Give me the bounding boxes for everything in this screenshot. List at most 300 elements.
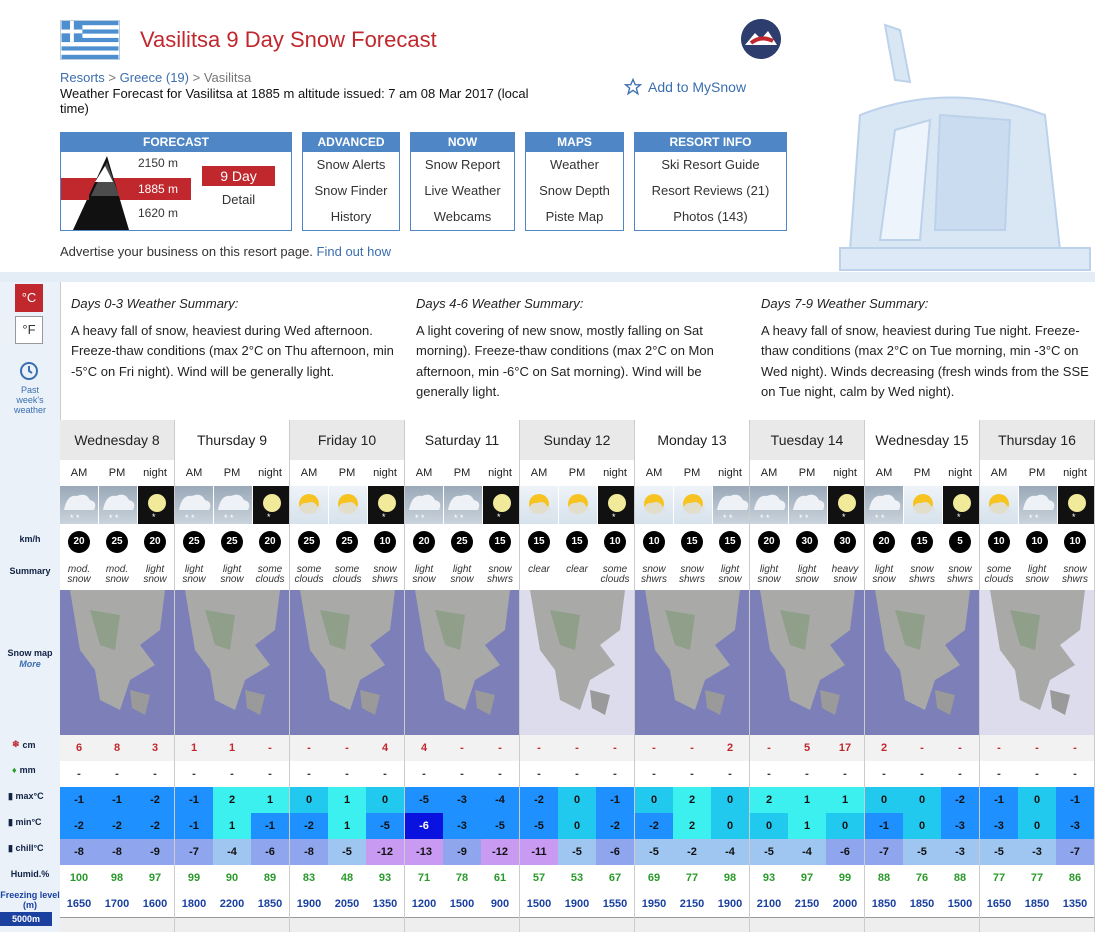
chill-cell: -12	[481, 839, 519, 865]
weather-cloud-icon	[99, 486, 138, 524]
detail-tab[interactable]: Detail	[221, 192, 256, 207]
advanced-heading: ADVANCED	[303, 133, 399, 152]
wind-speed-badge: 20	[413, 531, 435, 553]
rain-cell: -	[882, 768, 886, 780]
rain-cell: -	[77, 768, 81, 780]
max-label-wrap	[0, 791, 60, 802]
chill-cell: -3	[941, 839, 979, 865]
snow-map-image[interactable]	[865, 590, 979, 735]
summary-cell: light snow	[220, 564, 244, 585]
summary-cell: some clouds	[294, 564, 324, 585]
snow-map-image[interactable]	[635, 590, 749, 735]
snow-cell: -	[268, 742, 272, 754]
day-column	[405, 420, 520, 932]
humid-cell: 53	[570, 872, 584, 884]
humid-cell: 98	[723, 872, 737, 884]
freezing-level-chart	[865, 917, 979, 932]
min-cell: 0	[711, 813, 749, 839]
weather-cloud-icon	[1019, 486, 1058, 524]
kmh-label: km/h	[19, 534, 41, 544]
max-cell: 2	[750, 787, 788, 813]
live-weather-link[interactable]: Live Weather	[424, 183, 501, 198]
wind-speed-badge: 10	[1026, 531, 1048, 553]
day-column	[520, 420, 635, 932]
snow-cell: -	[958, 742, 962, 754]
snow-map-image[interactable]	[980, 590, 1094, 735]
breadcrumb-resorts[interactable]: Resorts	[60, 70, 105, 85]
svg-text:* *: * *	[760, 513, 770, 523]
snow-cell: 2	[880, 742, 888, 754]
now-heading: NOW	[411, 133, 514, 152]
humid-cell: 99	[187, 872, 201, 884]
rain-cell: -	[767, 768, 771, 780]
day-column	[60, 420, 175, 932]
summary-text: A light covering of new snow, mostly falling on Sat morning). Freeze-thaw conditions (max 2°C on Mon afternoon, min -6°C on Sat morning). Wind will be generally light.	[416, 322, 714, 399]
period-label: PM	[1028, 467, 1046, 479]
rain-cell: -	[728, 768, 732, 780]
freezing-level-chart	[750, 917, 864, 932]
freeze-cell: 1900	[296, 898, 322, 910]
max-cell: -2	[520, 787, 558, 813]
max-cell: -5	[405, 787, 443, 813]
snow-depth-link[interactable]: Snow Depth	[539, 183, 610, 198]
chill-cell: -2	[673, 839, 711, 865]
max-cell: 1	[826, 787, 864, 813]
rain-cell: -	[843, 768, 847, 780]
period-label: night	[718, 467, 742, 479]
snow-report-link[interactable]: Snow Report	[424, 157, 501, 172]
humid-cell: 88	[877, 872, 891, 884]
summary-cell: snow shwrs	[678, 564, 706, 585]
snow-cell: 17	[838, 742, 852, 754]
freeze-cell: 1350	[1062, 898, 1088, 910]
summary-label: Summary	[9, 566, 51, 576]
freeze-cell: 1500	[947, 898, 973, 910]
wind-speed-badge: 5	[949, 531, 971, 553]
weather-night-icon	[253, 486, 290, 524]
freeze-cell: 2200	[219, 898, 245, 910]
fahrenheit-toggle[interactable]: °F	[15, 316, 43, 344]
level-top[interactable]: 2150 m	[138, 156, 179, 170]
snow-cell: -	[537, 742, 541, 754]
issued-text: Weather Forecast for Vasilitsa at 1885 m altitude issued: 7 am 08 Mar 2017 (local time)	[60, 86, 529, 116]
weather-summaries	[60, 282, 1095, 420]
weather-night-icon	[483, 486, 520, 524]
wind-speed-badge: 20	[68, 531, 90, 553]
weather-cloud-icon	[865, 486, 904, 524]
freezing-level-chart	[520, 917, 634, 932]
forecast-grid	[60, 420, 1095, 932]
freezing-level-chart	[290, 917, 404, 932]
weather-sun-icon	[980, 486, 1019, 524]
celsius-toggle[interactable]: °C	[15, 284, 43, 312]
summary-days-4-6	[416, 294, 746, 403]
freeze-cell: 900	[490, 898, 510, 910]
humid-label: Humid.%	[10, 869, 50, 879]
chill-cell: -12	[366, 839, 404, 865]
min-cell: -1	[865, 813, 903, 839]
summary-text: A heavy fall of snow, heaviest during Wed afternoon. Freeze-thaw conditions (max 2°C on Thu afternoon, min -5°C on Fri night). Wind will be generally light.	[71, 322, 394, 379]
snow-map-image[interactable]	[520, 590, 634, 735]
day-name: Monday 13	[635, 420, 749, 460]
chill-cell: -5	[328, 839, 366, 865]
max-cell: 1	[328, 787, 366, 813]
rain-cell: -	[997, 768, 1001, 780]
snow-cell: -	[613, 742, 617, 754]
freeze-cell: 1650	[66, 898, 92, 910]
snow-cell: -	[1035, 742, 1039, 754]
add-mysnow-label: Add to MySnow	[648, 79, 747, 95]
snow-cell: 1	[228, 742, 236, 754]
humid-cell: 76	[915, 872, 929, 884]
chill-cell: -9	[443, 839, 481, 865]
snow-alerts-link[interactable]: Snow Alerts	[316, 157, 386, 172]
freeze-cell: 1850	[909, 898, 935, 910]
wind-speed-badge: 25	[451, 531, 473, 553]
freeze-cell: 1600	[142, 898, 168, 910]
svg-text:*: *	[382, 512, 386, 522]
snow-cell: -	[345, 742, 349, 754]
max-cell: -1	[980, 787, 1018, 813]
svg-text:*: *	[152, 512, 156, 522]
day-name: Wednesday 15	[865, 420, 979, 460]
weather-map-link[interactable]: Weather	[550, 157, 599, 172]
wind-speed-badge: 10	[1064, 531, 1086, 553]
max-cell: -1	[60, 787, 98, 813]
humid-cell: 100	[69, 872, 89, 884]
level-bottom[interactable]: 1620 m	[138, 206, 179, 220]
freeze-cell: 2150	[794, 898, 820, 910]
snow-cell: 3	[151, 742, 159, 754]
freeze-cell: 1900	[564, 898, 590, 910]
min-cell: -3	[443, 813, 481, 839]
day-name: Tuesday 14	[750, 420, 864, 460]
resort-info-box	[634, 132, 787, 231]
snow-cell: -	[498, 742, 502, 754]
resort-info-heading: RESORT INFO	[635, 133, 786, 152]
svg-text:*: *	[1072, 512, 1076, 522]
period-label: AM	[185, 467, 203, 479]
svg-text:* *: * *	[70, 513, 80, 523]
freezing-level-chart	[405, 917, 519, 932]
rain-cell: -	[652, 768, 656, 780]
breadcrumb-vasilitsa: Vasilitsa	[203, 70, 252, 85]
max-cell: 0	[903, 787, 941, 813]
chill-cell: -8	[60, 839, 98, 865]
chill-cell: -4	[788, 839, 826, 865]
weather-cloud-icon	[789, 486, 828, 524]
humid-cell: 90	[225, 872, 239, 884]
wind-speed-badge: 15	[719, 531, 741, 553]
max-cell: 0	[558, 787, 596, 813]
breadcrumb-greece[interactable]: Greece (19)	[119, 70, 189, 85]
svg-text:* *: * *	[723, 513, 733, 523]
chill-cell: -5	[635, 839, 673, 865]
humid-cell: 77	[685, 872, 699, 884]
weather-sun-icon	[674, 486, 713, 524]
wind-speed-badge: 15	[489, 531, 511, 553]
advert-text: Advertise your business on this resort page.	[60, 244, 313, 259]
snow-map-image[interactable]	[175, 590, 289, 735]
weather-cloud-icon	[405, 486, 444, 524]
snow-cell: -	[307, 742, 311, 754]
max-cell: -1	[1056, 787, 1094, 813]
chill-cell: -11	[520, 839, 558, 865]
forecast-box	[60, 132, 292, 231]
snowmap-more-link[interactable]: More	[19, 659, 41, 669]
period-label: night	[373, 467, 397, 479]
rain-cell: -	[383, 768, 387, 780]
min-cell: 0	[826, 813, 864, 839]
period-label: AM	[70, 467, 88, 479]
freeze-cell: 2150	[679, 898, 705, 910]
snow-cell: -	[652, 742, 656, 754]
svg-text:* *: * *	[454, 513, 464, 523]
min-cell: -1	[251, 813, 289, 839]
weather-sun-icon	[559, 486, 598, 524]
max-cell: -1	[175, 787, 213, 813]
snow-map-image[interactable]	[405, 590, 519, 735]
rain-cell: -	[268, 768, 272, 780]
max-cell: 2	[213, 787, 251, 813]
freeze-cell: 1650	[986, 898, 1012, 910]
max-cell: -2	[136, 787, 174, 813]
max-cell: 0	[290, 787, 328, 813]
min-cell: -2	[290, 813, 328, 839]
svg-text:* *: * *	[875, 513, 885, 523]
min-cell: 0	[903, 813, 941, 839]
humid-cell: 57	[532, 872, 546, 884]
humid-cell: 83	[302, 872, 316, 884]
weather-night-icon	[138, 486, 175, 524]
snow-cell: -	[575, 742, 579, 754]
weather-cloud-icon	[175, 486, 214, 524]
freezing-level-chart	[980, 917, 1094, 932]
min-cell: -5	[520, 813, 558, 839]
min-cell: -2	[136, 813, 174, 839]
humid-cell: 86	[1068, 872, 1082, 884]
summary-days-0-3	[71, 294, 401, 382]
period-label: night	[258, 467, 282, 479]
summary-cell: light snow	[450, 564, 474, 585]
day-column	[175, 420, 290, 932]
snowmap-label: Snow map	[7, 648, 53, 658]
max-cell: 0	[1018, 787, 1056, 813]
chill-cell: -5	[903, 839, 941, 865]
snow-cell: -	[460, 742, 464, 754]
period-label: night	[488, 467, 512, 479]
snowflake-icon: ❄	[12, 739, 20, 749]
humid-cell: 98	[110, 872, 124, 884]
max-cell: 0	[635, 787, 673, 813]
summary-cell: light snow	[182, 564, 206, 585]
rain-cell: -	[460, 768, 464, 780]
period-label: AM	[875, 467, 893, 479]
rain-cell: -	[958, 768, 962, 780]
level-mid[interactable]: 1885 m	[133, 178, 191, 200]
weather-cloud-icon	[60, 486, 99, 524]
freeze-cell: 1850	[871, 898, 897, 910]
summary-heading: Days 0-3 Weather Summary:	[71, 296, 239, 311]
freeze-cell: 1950	[641, 898, 667, 910]
min-cell: -3	[980, 813, 1018, 839]
period-label: night	[948, 467, 972, 479]
chill-cell: -5	[558, 839, 596, 865]
level-5000-label: 5000m	[0, 912, 52, 926]
humid-cell: 93	[762, 872, 776, 884]
snow-map-image[interactable]	[290, 590, 404, 735]
wind-speed-badge: 15	[566, 531, 588, 553]
day-name: Friday 10	[290, 420, 404, 460]
summary-cell: light snow	[718, 564, 742, 585]
summary-cell: snow shwrs	[640, 564, 668, 585]
clock-icon[interactable]	[19, 361, 39, 381]
rain-cell: -	[613, 768, 617, 780]
humid-cell: 93	[378, 872, 392, 884]
min-label-wrap	[0, 817, 60, 828]
day-name: Wednesday 8	[60, 420, 174, 460]
freeze-cell: 1350	[372, 898, 398, 910]
freeze-cell: 2000	[832, 898, 858, 910]
snow-cell: 8	[113, 742, 121, 754]
day-column	[635, 420, 750, 932]
wind-speed-badge: 15	[911, 531, 933, 553]
max-label: max°C	[15, 791, 44, 801]
weather-cloud-icon	[750, 486, 789, 524]
nine-day-tab[interactable]: 9 Day	[202, 166, 275, 186]
now-box	[410, 132, 515, 231]
humid-cell: 89	[263, 872, 277, 884]
humid-cell: 78	[455, 872, 469, 884]
find-out-how-link[interactable]: Find out how	[316, 244, 391, 259]
summary-cell: snow shwrs	[371, 564, 399, 585]
min-cell: 0	[558, 813, 596, 839]
snow-map-image[interactable]	[60, 590, 174, 735]
freeze-cell: 1700	[104, 898, 130, 910]
summary-cell: light snow	[795, 564, 819, 585]
max-cell: -3	[443, 787, 481, 813]
min-cell: -2	[596, 813, 634, 839]
summary-text: A heavy fall of snow, heaviest during Tue night. Freeze-thaw conditions (max 2°C on Tue morning, min -3°C on Wed night). Winds decreasing (fresh winds from the SSE on Tue night, calm by Wed night).	[761, 322, 1089, 399]
period-label: night	[603, 467, 627, 479]
wind-speed-badge: 15	[528, 531, 550, 553]
period-label: AM	[645, 467, 663, 479]
period-label: PM	[913, 467, 931, 479]
humid-cell: 67	[608, 872, 622, 884]
chill-cell: -9	[136, 839, 174, 865]
add-mysnow-link[interactable]	[624, 78, 746, 96]
history-link[interactable]: History	[330, 209, 372, 224]
humid-cell: 48	[340, 872, 354, 884]
weather-sun-icon	[904, 486, 943, 524]
thermometer-icon: ▮	[8, 791, 16, 801]
max-cell: -1	[98, 787, 136, 813]
period-label: PM	[223, 467, 241, 479]
cm-label: cm	[22, 739, 36, 750]
svg-text:*: *	[957, 512, 961, 522]
snow-map-image[interactable]	[750, 590, 864, 735]
min-cell: 1	[213, 813, 251, 839]
freeze-cell: 1800	[181, 898, 207, 910]
summary-cell: light snow	[412, 564, 436, 585]
freezing-level-chart	[175, 917, 289, 932]
past-weather-link[interactable]: Past week's weather	[13, 385, 47, 415]
wind-speed-badge: 15	[681, 531, 703, 553]
period-label: PM	[338, 467, 356, 479]
weather-sun-icon	[290, 486, 329, 524]
svg-text:*: *	[497, 512, 501, 522]
summary-cell: snow shwrs	[486, 564, 514, 585]
freeze-cell: 1500	[449, 898, 475, 910]
freeze-cell: 1900	[717, 898, 743, 910]
svg-text:*: *	[267, 512, 271, 522]
snow-finder-link[interactable]: Snow Finder	[314, 183, 388, 198]
weather-night-icon	[828, 486, 865, 524]
wind-speed-badge: 25	[183, 531, 205, 553]
wind-speed-badge: 30	[834, 531, 856, 553]
wind-speed-badge: 25	[221, 531, 243, 553]
freezing-level-chart	[60, 917, 174, 932]
summary-cell: light snow	[1025, 564, 1049, 585]
min-cell: 0	[750, 813, 788, 839]
piste-map-link[interactable]: Piste Map	[545, 209, 604, 224]
period-label: AM	[530, 467, 548, 479]
rain-cell: -	[537, 768, 541, 780]
page-title: Vasilitsa 9 Day Snow Forecast	[140, 27, 437, 52]
rain-cell: -	[153, 768, 157, 780]
rain-cell: -	[690, 768, 694, 780]
chill-cell: -7	[1056, 839, 1094, 865]
chill-cell: -4	[711, 839, 749, 865]
summary-cell: some clouds	[984, 564, 1014, 585]
summary-cell: some clouds	[255, 564, 285, 585]
snow-forecast-logo-icon[interactable]	[741, 19, 781, 59]
day-column	[865, 420, 980, 932]
summary-cell: snow shwrs	[908, 564, 936, 585]
rain-cell: -	[345, 768, 349, 780]
humid-cell: 88	[953, 872, 967, 884]
svg-text:*: *	[612, 512, 616, 522]
snow-cell: -	[690, 742, 694, 754]
rain-cell: -	[805, 768, 809, 780]
rain-cell: -	[422, 768, 426, 780]
wind-speed-badge: 10	[643, 531, 665, 553]
chill-cell: -6	[251, 839, 289, 865]
summary-cell: some clouds	[332, 564, 362, 585]
resort-reviews-link[interactable]: Resort Reviews (21)	[651, 183, 770, 198]
humid-cell: 69	[647, 872, 661, 884]
wind-speed-badge: 25	[106, 531, 128, 553]
weather-night-icon	[1058, 486, 1095, 524]
greece-flag-icon	[60, 20, 120, 60]
wind-speed-badge: 20	[144, 531, 166, 553]
weather-night-icon	[368, 486, 405, 524]
summary-heading: Days 4-6 Weather Summary:	[416, 296, 584, 311]
summary-heading: Days 7-9 Weather Summary:	[761, 296, 929, 311]
svg-text:* *: * *	[185, 513, 195, 523]
humid-cell: 99	[838, 872, 852, 884]
summary-cell: snow shwrs	[946, 564, 974, 585]
webcams-link[interactable]: Webcams	[433, 209, 492, 224]
snow-cell: -	[767, 742, 771, 754]
photos-link[interactable]: Photos (143)	[673, 209, 748, 224]
svg-text:* *: * *	[109, 513, 119, 523]
star-icon	[624, 78, 642, 96]
chill-cell: -3	[1018, 839, 1056, 865]
period-label: AM	[415, 467, 433, 479]
ski-resort-guide-link[interactable]: Ski Resort Guide	[661, 157, 760, 172]
min-cell: 2	[673, 813, 711, 839]
